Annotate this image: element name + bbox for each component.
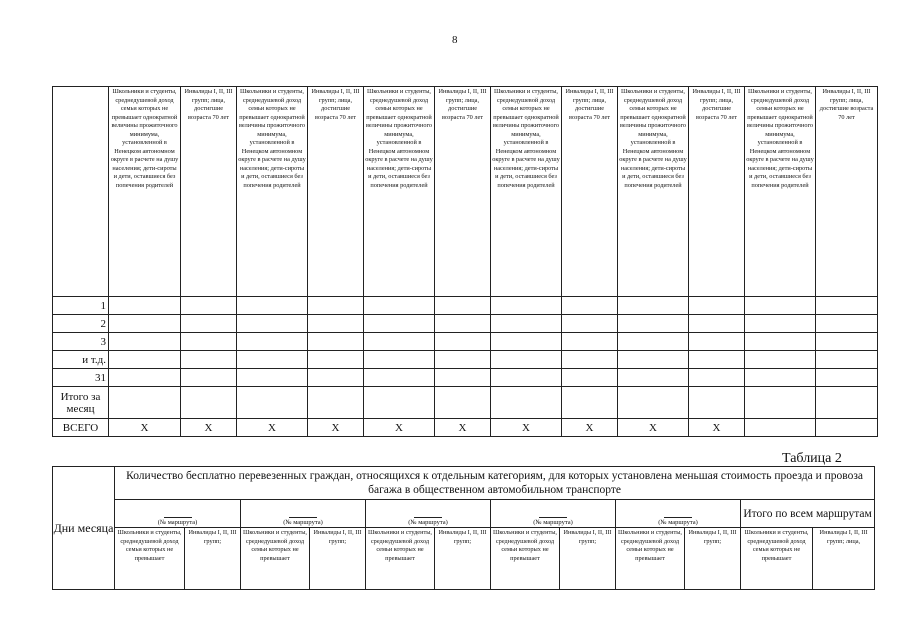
x-mark: Х — [237, 419, 308, 437]
header-cell: Школьники и студенты, среднедушевой доход семьи которых не превышает однократной величины прожиточного минимума, установленной в Ненецком автономном округе в расчете на душу населения; дети-сироты и дети, оставшиеся без попечения родителей — [618, 87, 689, 297]
route-cell: (№ маршрута) — [616, 500, 741, 528]
corner-cell — [53, 87, 109, 297]
x-mark: Х — [562, 419, 618, 437]
route-cell: (№ маршрута) — [241, 500, 366, 528]
table-row — [53, 387, 878, 419]
header-cell: Инвалиды I, II, III групп; лица, достигшие возраста 70 лет — [816, 87, 878, 297]
title-row — [53, 467, 875, 500]
route-cell: (№ маршрута) — [366, 500, 491, 528]
table-row — [53, 369, 878, 387]
header-cell: Инвалиды I, II, III групп; лица, — [813, 528, 875, 590]
header-cell: Школьники и студенты, среднедушевой доход семьи которых не превышает — [741, 528, 813, 590]
row-label: 2 — [53, 315, 109, 333]
x-mark: Х — [109, 419, 181, 437]
header-cell: Школьники и студенты, среднедушевой доход семьи которых не превышает однократной величины прожиточного минимума, установленной в Ненецком автономном округе в расчете на душу населения; дети-сироты и дети, оставшиеся без попечения родителей — [364, 87, 435, 297]
x-mark: Х — [618, 419, 689, 437]
header-cell: Школьники и студенты, среднедушевой доход семьи которых не превышает однократной величины прожиточного минимума, установленной в Ненецком автономном округе в расчете на душу населения; дети-сироты и дети, оставшиеся без попечения родителей — [109, 87, 181, 297]
header-cell: Инвалиды I, II, III групп; лица, достигшие возраста 70 лет — [562, 87, 618, 297]
row-label: и т.д. — [53, 351, 109, 369]
header-row — [53, 87, 878, 297]
table-title: Количество бесплатно перевезенных граждан, относящихся к отдельным категориям, для которых установлена меньшая стоимость проезда и провоза багажа в общественном автомобильном транспорте — [115, 467, 875, 500]
data-table-1 — [52, 86, 878, 437]
header-cell: Инвалиды I, II, III групп; лица, достигшие возраста 70 лет — [308, 87, 364, 297]
total-all-header: Итого по всем маршрутам — [741, 500, 875, 528]
header-cell: Инвалиды I, II, III групп; лица, достигшие возраста 70 лет — [689, 87, 745, 297]
header-cell: Школьники и студенты, среднедушевой доход семьи которых не превышает однократной величины прожиточного минимума, установленной в Ненецком автономном округе в расчете на душу населения; дети-сироты и дети, оставшиеся без попечения родителей — [491, 87, 562, 297]
row-label: 31 — [53, 369, 109, 387]
subheader-row — [53, 528, 875, 590]
header-cell: Инвалиды I, II, III групп; — [185, 528, 241, 590]
total-row — [53, 419, 878, 437]
row-label: 3 — [53, 333, 109, 351]
table-row — [53, 297, 878, 315]
days-header: Дни месяца — [53, 467, 115, 590]
header-cell: Школьники и студенты, среднедушевой доход семьи которых не превышает — [366, 528, 435, 590]
header-cell: Инвалиды I, II, III групп; — [685, 528, 741, 590]
header-cell: Инвалиды I, II, III групп; — [560, 528, 616, 590]
header-cell: Школьники и студенты, среднедушевой доход семьи которых не превышает однократной величины прожиточного минимума, установленной в Ненецком автономном округе в расчете на душу населения; дети-сироты и дети, оставшиеся без попечения родителей — [745, 87, 816, 297]
header-cell: Инвалиды I, II, III групп; — [310, 528, 366, 590]
x-mark: Х — [491, 419, 562, 437]
table-row — [53, 333, 878, 351]
route-row — [53, 500, 875, 528]
header-cell: Инвалиды I, II, III групп; — [435, 528, 491, 590]
table-row — [53, 351, 878, 369]
header-cell: Инвалиды I, II, III групп; лица, достигшие возраста 70 лет — [181, 87, 237, 297]
row-label: ВСЕГО — [53, 419, 109, 437]
table-caption: Таблица 2 — [782, 451, 842, 466]
route-cell: (№ маршрута) — [115, 500, 241, 528]
header-cell: Школьники и студенты, среднедушевой доход семьи которых не превышает — [241, 528, 310, 590]
x-mark: Х — [364, 419, 435, 437]
x-mark: Х — [308, 419, 364, 437]
data-table-2 — [52, 466, 875, 590]
page-number: 8 — [452, 34, 458, 46]
row-label: Итого за месяц — [53, 387, 109, 419]
header-cell: Школьники и студенты, среднедушевой доход семьи которых не превышает — [115, 528, 185, 590]
row-label: 1 — [53, 297, 109, 315]
route-cell: (№ маршрута) — [491, 500, 616, 528]
header-cell: Школьники и студенты, среднедушевой доход семьи которых не превышает — [491, 528, 560, 590]
x-mark: Х — [689, 419, 745, 437]
header-cell: Школьники и студенты, среднедушевой доход семьи которых не превышает — [616, 528, 685, 590]
header-cell: Школьники и студенты, среднедушевой доход семьи которых не превышает однократной величины прожиточного минимума, установленной в Ненецком автономном округе в расчете на душу населения; дети-сироты и дети, оставшиеся без попечения родителей — [237, 87, 308, 297]
header-cell: Инвалиды I, II, III групп; лица, достигшие возраста 70 лет — [435, 87, 491, 297]
x-mark: Х — [181, 419, 237, 437]
x-mark: Х — [435, 419, 491, 437]
table-row — [53, 315, 878, 333]
